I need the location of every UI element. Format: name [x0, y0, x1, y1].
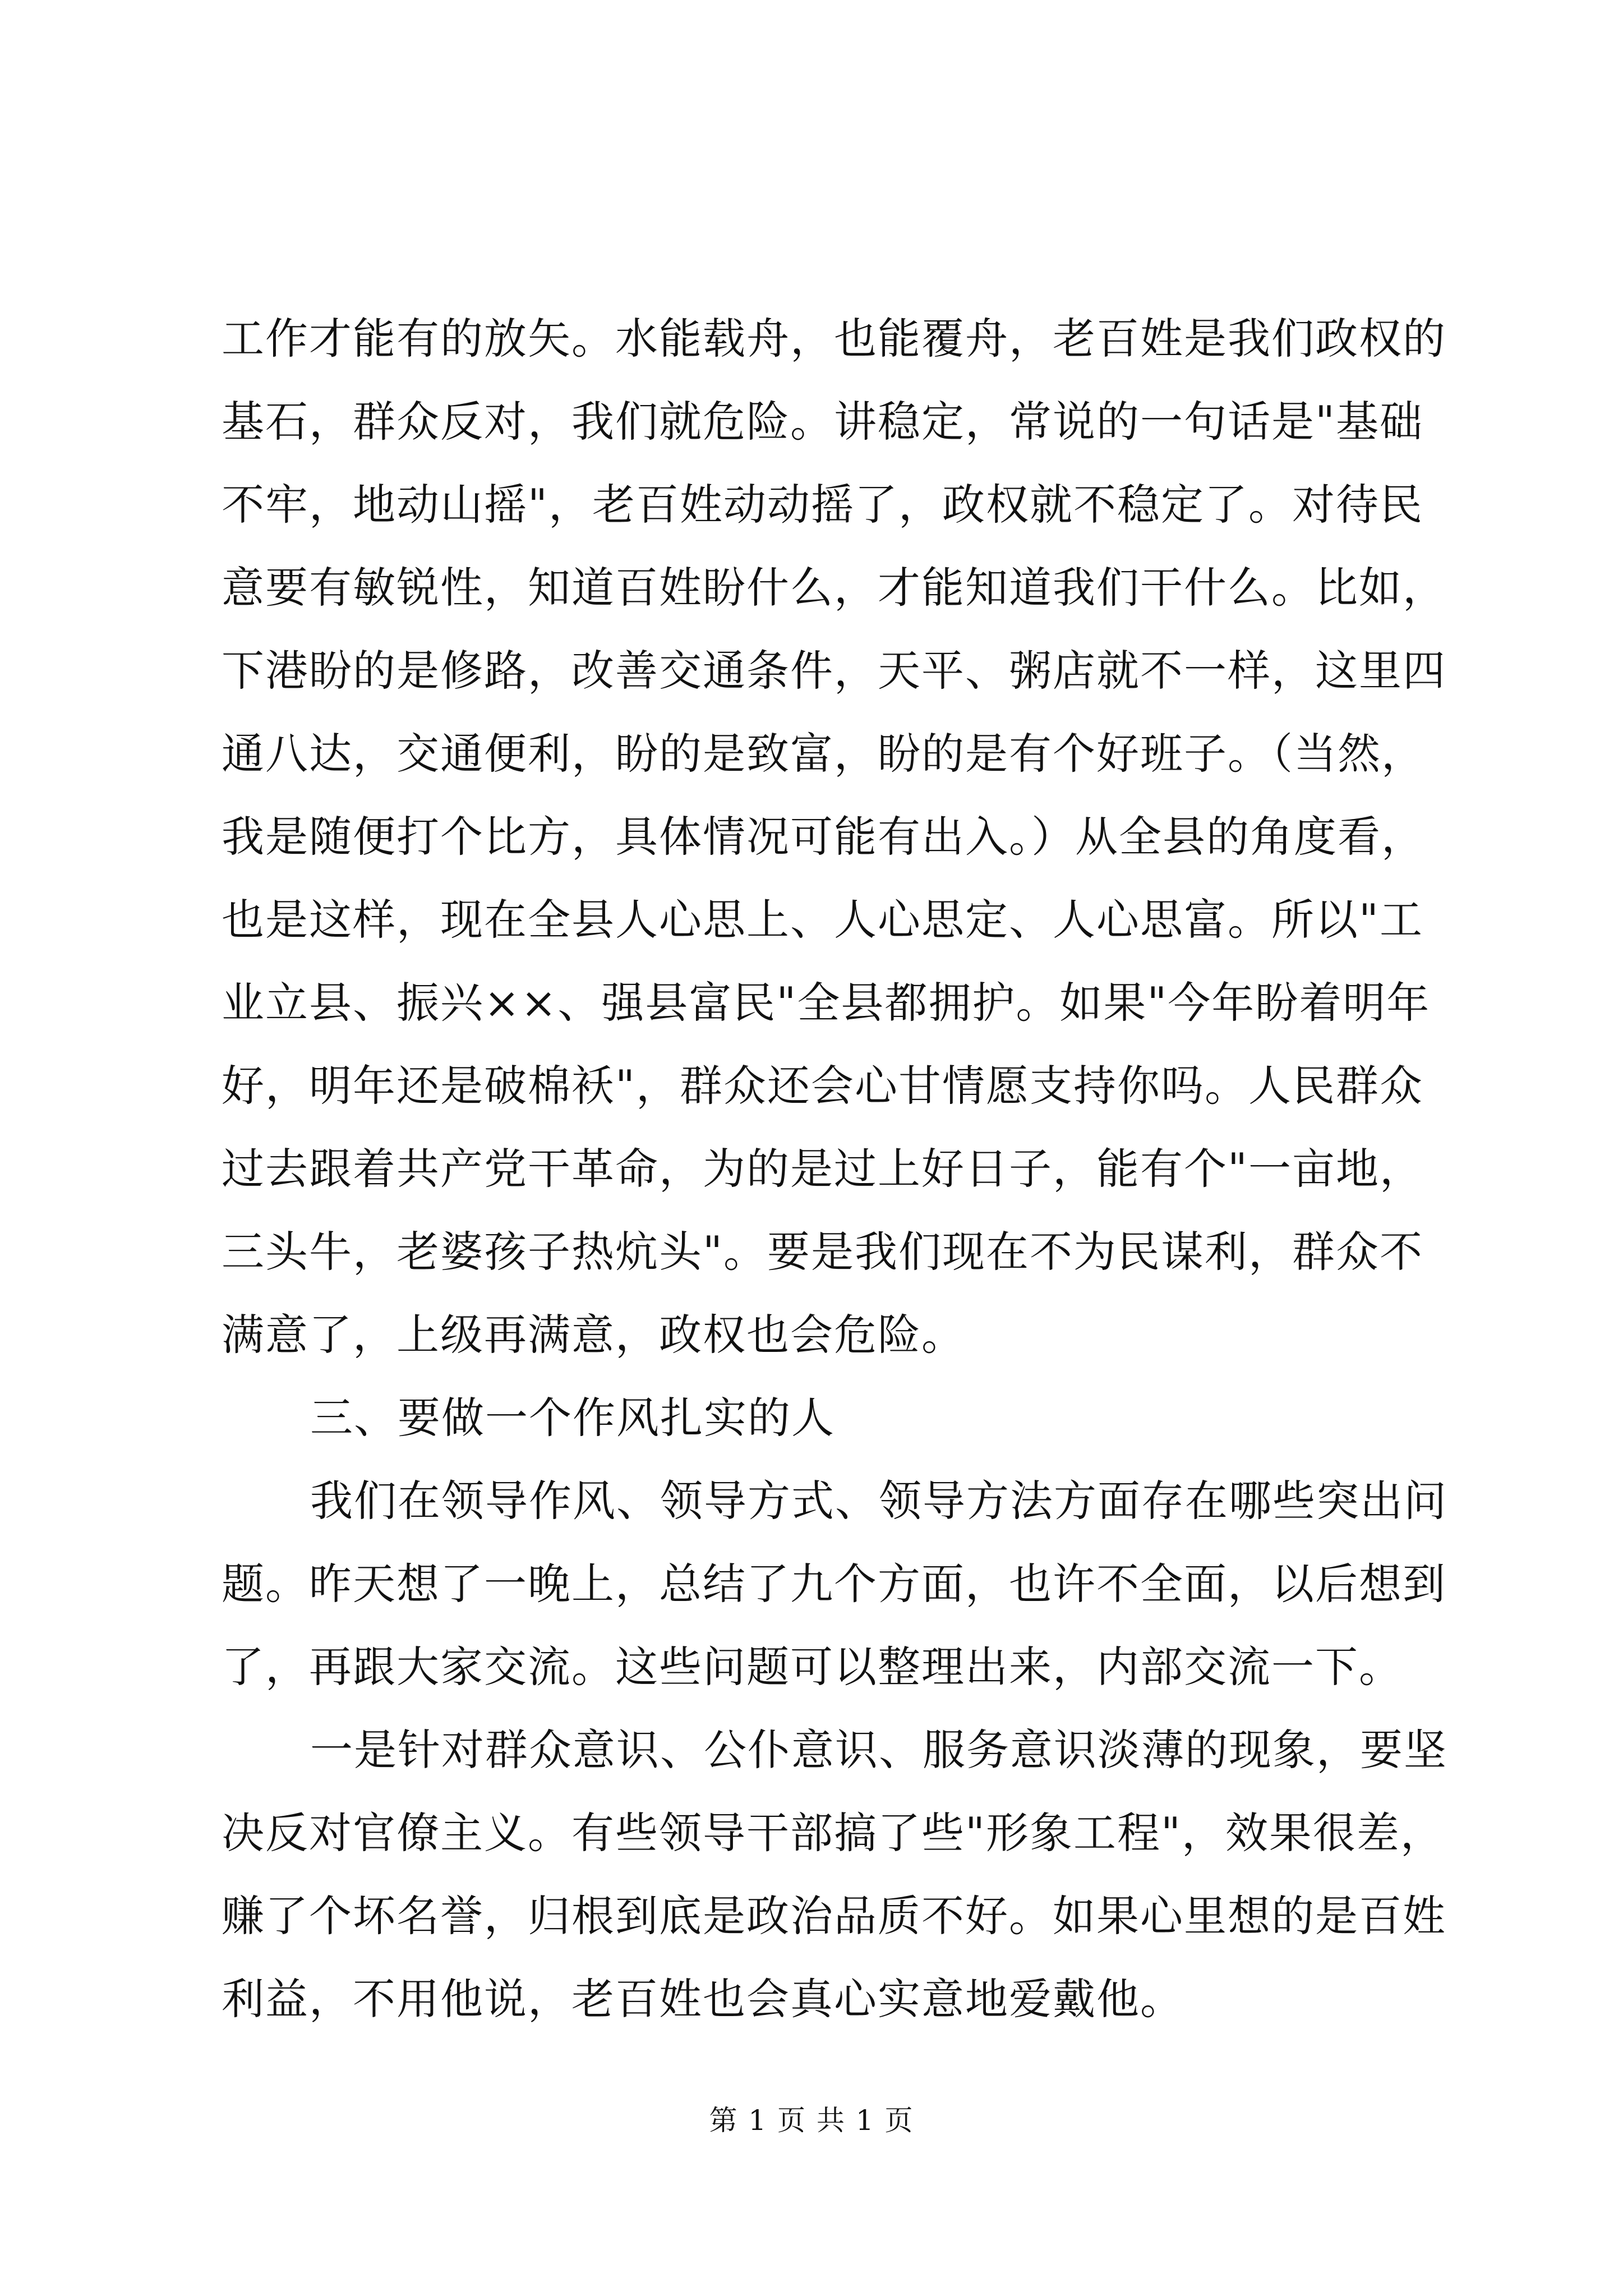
- body-text: [222, 297, 1447, 2041]
- text-line: 赚了个坏名誉，归根到底是政治品质不好。如果心里想的是百姓: [222, 1891, 1446, 1941]
- text-line: 利益，不用他说，老百姓也会真心实意地爱戴他。: [222, 1974, 1184, 2024]
- text-line: 好，明年还是破棉袄"，群众还会心甘情愿支持你吗。人民群众: [222, 1061, 1423, 1111]
- text-line: 也是这样，现在全县人心思上、人心思定、人心思富。所以"工: [222, 895, 1423, 945]
- text-line: 不牢，地动山摇"，老百姓动动摇了，政权就不稳定了。对待民: [222, 480, 1423, 530]
- text-line: 了，再跟大家交流。这些问题可以整理出来，内部交流一下。: [222, 1642, 1403, 1692]
- text-line: 下港盼的是修路，改善交通条件，天平、粥店就不一样，这里四: [222, 646, 1446, 696]
- text-line: 我们在领导作风、领导方式、领导方法方面存在哪些突出问: [310, 1476, 1447, 1526]
- text-line: 一是针对群众意识、公仆意识、服务意识淡薄的现象，要坚: [310, 1725, 1447, 1775]
- text-line: 满意了，上级再满意，政权也会危险。: [222, 1310, 965, 1360]
- text-line: 意要有敏锐性，知道百姓盼什么，才能知道我们干什么。比如，: [222, 563, 1446, 613]
- page-footer: 第 1 页 共 1 页: [709, 2104, 914, 2137]
- text-line: 通八达，交通便利，盼的是致富，盼的是有个好班子。（当然，: [222, 729, 1425, 779]
- text-line: 过去跟着共产党干革命，为的是过上好日子，能有个"一亩地，: [222, 1144, 1423, 1194]
- text-line: 基石，群众反对，我们就危险。讲稳定，常说的一句话是"基础: [222, 397, 1423, 447]
- text-line: 工作才能有的放矢。水能载舟，也能覆舟，老百姓是我们政权的: [222, 314, 1446, 364]
- text-line: 业立县、振兴××、强县富民"全县都拥护。如果"今年盼着明年: [222, 978, 1431, 1028]
- text-line: 决反对官僚主义。有些领导干部搞了些"形象工程"，效果很差，: [222, 1808, 1444, 1858]
- text-line: 我是随便打个比方，具体情况可能有出入。）从全县的角度看，: [222, 812, 1425, 862]
- text-line: 三头牛，老婆孩子热炕头"。要是我们现在不为民谋利，群众不: [222, 1227, 1423, 1277]
- section-heading: 三、要做一个作风扎实的人: [310, 1393, 835, 1443]
- text-line: 题。昨天想了一晚上，总结了九个方面，也许不全面，以后想到: [222, 1559, 1446, 1609]
